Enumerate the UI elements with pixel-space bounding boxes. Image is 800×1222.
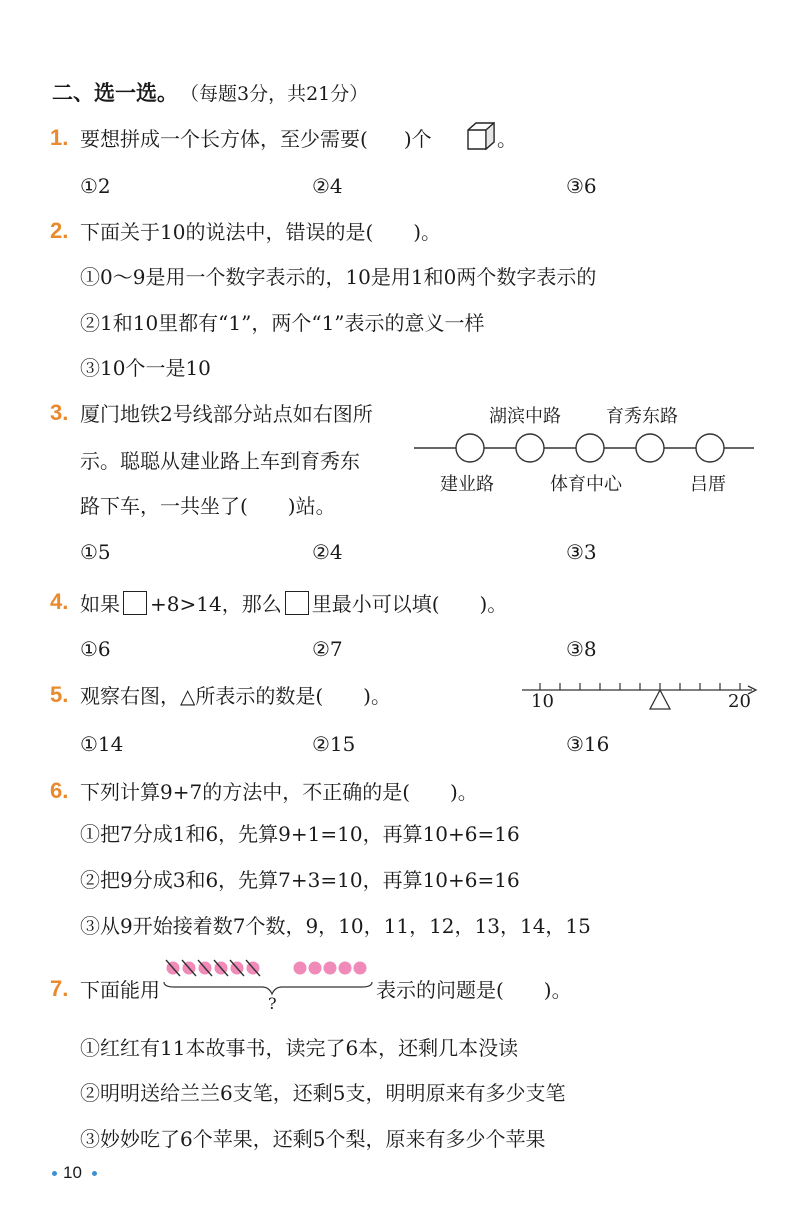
question-text-part: )个	[403, 127, 432, 151]
option: ②明明送给兰兰6支笔，还剩5支，明明原来有多少支笔	[80, 1081, 566, 1105]
blank-box	[285, 591, 309, 615]
plain-dot	[324, 962, 337, 975]
station-label-lvcuo: 吕厝	[690, 474, 726, 495]
question-text-part: 里最小可以填( )。	[311, 592, 508, 616]
station-circle	[696, 434, 724, 462]
plain-dot	[309, 962, 322, 975]
question-text-line: 路下车，一共坐了( )站。	[80, 494, 336, 518]
option: ③6	[566, 174, 597, 198]
question-number: 4.	[50, 589, 69, 614]
question-number: 1.	[50, 125, 69, 150]
section-note: （每题3分，共21分）	[180, 83, 369, 105]
option: ②15	[312, 732, 356, 756]
question-text: 下列计算9+7的方法中，不正确的是( )。	[80, 780, 478, 804]
blank-box	[123, 591, 147, 615]
question-text-part: +8>14，那么	[150, 592, 282, 616]
question-text-part: 要想拼成一个长方体，至少需要(	[80, 127, 368, 151]
ruler-start-label: 10	[531, 691, 554, 712]
question-number: 2.	[50, 218, 69, 243]
station-circle	[576, 434, 604, 462]
option: ②1和10里都有“1”，两个“1”表示的意义一样	[80, 311, 485, 335]
option: ③妙妙吃了6个苹果，还剩5个梨，原来有多少个苹果	[80, 1127, 546, 1151]
question-text	[80, 127, 432, 151]
question-number: 5.	[50, 682, 69, 707]
option: ③10个一是10	[80, 356, 211, 380]
question-text-pre: 下面能用	[80, 978, 160, 1002]
station-circle	[636, 434, 664, 462]
triangle-marker	[650, 690, 670, 709]
option: ②7	[312, 637, 343, 661]
station-circle	[516, 434, 544, 462]
question-number: 6.	[50, 778, 69, 803]
footer-dot	[52, 1171, 57, 1176]
option: ①5	[80, 540, 111, 564]
station-circle	[456, 434, 484, 462]
plain-dot	[354, 962, 367, 975]
option: ①红红有11本故事书，读完了6本，还剩几本没读	[80, 1036, 519, 1060]
option: ①0～9是用一个数字表示的，10是用1和0两个数字表示的	[80, 265, 597, 289]
question-text-end: 。	[497, 127, 517, 151]
brace-question-mark: ?	[268, 994, 277, 1013]
ruler-end-label: 20	[728, 691, 751, 712]
section-title: 二、选一选。	[52, 81, 178, 105]
question-number: 3.	[50, 400, 69, 425]
plain-dot	[294, 962, 307, 975]
cube-icon	[466, 120, 496, 152]
page-number: 10	[63, 1163, 82, 1182]
question-text: 下面关于10的说法中，错误的是( )。	[80, 220, 442, 244]
footer-dot	[92, 1171, 97, 1176]
option: ①2	[80, 174, 111, 198]
option: ②把9分成3和6，先算7+3=10，再算10+6=16	[80, 868, 520, 892]
question-number: 7.	[50, 976, 69, 1001]
option: ③从9开始接着数7个数，9，10，11，12，13，14，15	[80, 914, 591, 938]
option: ①14	[80, 732, 124, 756]
question-text	[80, 591, 507, 616]
question-text-part: 如果	[80, 592, 120, 616]
station-label-hubin: 湖滨中路	[489, 406, 561, 427]
option: ①6	[80, 637, 111, 661]
option: ③3	[566, 540, 597, 564]
question-text-post: 表示的问题是( )。	[376, 978, 572, 1002]
number-ruler	[522, 678, 758, 712]
option: ②4	[312, 540, 343, 564]
option: ①把7分成1和6，先算9+1=10，再算10+6=16	[80, 822, 520, 846]
option: ②4	[312, 174, 343, 198]
plain-dot	[339, 962, 352, 975]
question-text: 观察右图，△所表示的数是( )。	[80, 684, 391, 708]
station-label-tiyu: 体育中心	[550, 474, 622, 495]
station-label-jianye: 建业路	[440, 474, 494, 495]
question-text-line: 厦门地铁2号线部分站点如右图所	[80, 402, 373, 426]
question-text-line: 示。聪聪从建业路上车到育秀东	[80, 449, 360, 473]
station-label-yuxiu: 育秀东路	[606, 406, 678, 427]
option: ③8	[566, 637, 597, 661]
option: ③16	[566, 732, 610, 756]
metro-line-diagram	[414, 430, 756, 466]
